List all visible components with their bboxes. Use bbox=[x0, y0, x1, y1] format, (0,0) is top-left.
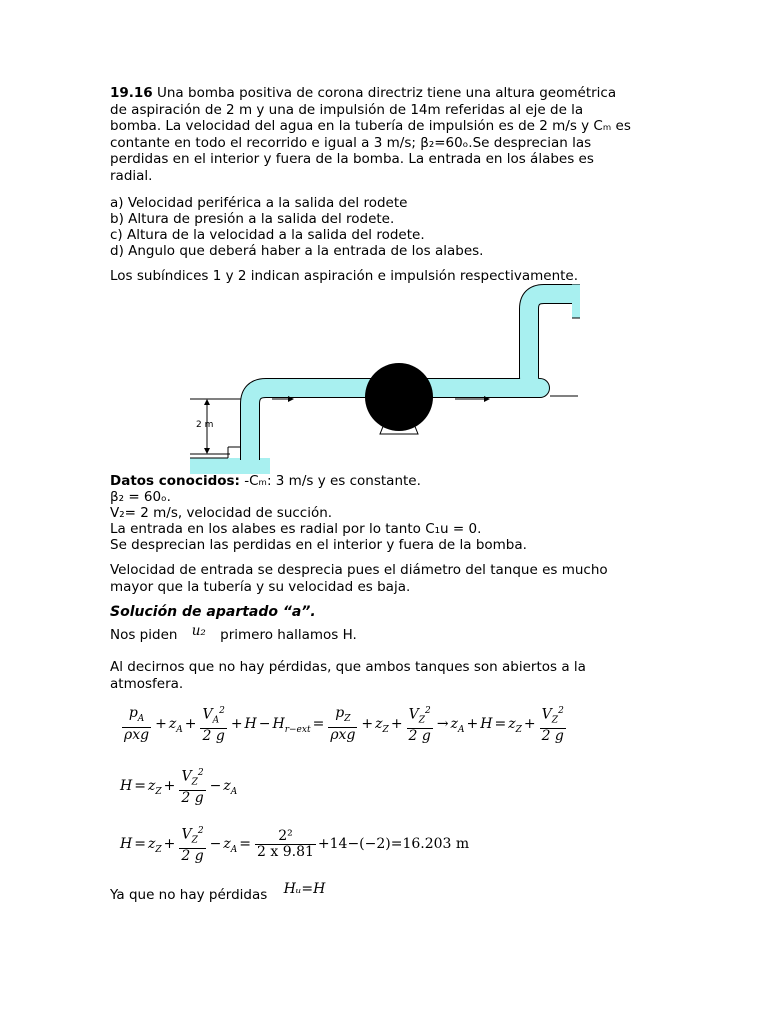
subindices-note: Los subíndices 1 y 2 indican aspiración e impulsión respectivamente. bbox=[110, 268, 579, 284]
asked-line bbox=[110, 623, 670, 644]
equation-bernoulli: $\frac{p_A}{\text{ρxg}}$ + $z_A$ + $\frac{V_A^2}{2 g}$ + $H - H_{r-ext}$ = $\frac{p_Z}{\text{ρxg}}$ + $z_Z$ + $\frac{V_Z^2}{2 g}$ → $z_A + H = z_Z$ + $\frac{V_Z^2}{2 g}$ bbox=[124, 704, 564, 745]
asked-symbol: u₂ bbox=[191, 623, 206, 639]
known-data-cm: -Cₘ: 3 m/s y es constante. bbox=[239, 473, 421, 489]
eq3-result: +14−(−2)=16.203 m bbox=[317, 836, 470, 853]
dimension-label: 2 m bbox=[196, 420, 214, 430]
problem-number: 19.16 bbox=[110, 85, 153, 101]
equation-h: $H = z_Z$ + $\frac{V_Z^2}{2 g}$ − $z_A$ bbox=[120, 768, 238, 807]
equation-h-numeric: $H = z_Z$ + $\frac{V_Z^2}{2 g}$ − $z_A$ = $\frac{\text{2²}}{2 x 9.81}$ +14−(−2)=16.203 m bbox=[120, 826, 470, 865]
dimension-arrow-up bbox=[204, 399, 210, 405]
known-data-line-1 bbox=[110, 473, 670, 489]
dimension-arrow-down bbox=[204, 448, 210, 454]
question-c: c) Altura de la velocidad a la salida del rodete. bbox=[110, 227, 425, 243]
problem-line: perdidas en el interior y fuera de la bomba. La entrada en los álabes es bbox=[110, 151, 594, 168]
velocity-note bbox=[110, 562, 670, 595]
problem-text-line1: Una bomba positiva de corona directriz tiene una altura geométrica bbox=[152, 85, 617, 101]
known-data-heading: Datos conocidos: bbox=[110, 473, 240, 489]
solution-a-heading: Solución de apartado “a”. bbox=[110, 604, 316, 620]
known-data-line: β₂ = 60ₒ. bbox=[110, 489, 171, 505]
question-a: a) Velocidad periférica a la salida del rodete bbox=[110, 195, 408, 211]
known-data bbox=[110, 473, 670, 553]
known-data-line: V₂= 2 m/s, velocidad de succión. bbox=[110, 505, 333, 521]
problem-line-1 bbox=[110, 85, 670, 102]
problem-line: contante en todo el recorrido e igual a 3 m/s; β₂=60ₒ.Se desprecian las bbox=[110, 134, 592, 151]
question-b: b) Altura de presión a la salida del rodete. bbox=[110, 211, 395, 227]
asked-suffix: primero hallamos H. bbox=[220, 627, 357, 643]
question-d: d) Angulo que deberá haber a la entrada de los alabes. bbox=[110, 243, 484, 259]
losses-note-line: atmosfera. bbox=[110, 675, 184, 692]
eq3-denominator: 2 x 9.81 bbox=[257, 843, 314, 860]
velocity-note-line: Velocidad de entrada se desprecia pues el diámetro del tanque es mucho bbox=[110, 562, 608, 578]
losses-note bbox=[110, 659, 670, 692]
velocity-note-line: mayor que la tubería y su velocidad es baja. bbox=[110, 578, 411, 595]
final-note bbox=[110, 881, 670, 904]
eq3-numerator: 2² bbox=[255, 829, 316, 845]
final-note-text: Ya que no hay pérdidas bbox=[110, 887, 268, 903]
problem-line: bomba. La velocidad del agua en la tubería de impulsión es de 2 m/s y Cₘ es bbox=[110, 118, 631, 135]
asked-prefix: Nos piden bbox=[110, 627, 178, 643]
pump-body bbox=[365, 363, 433, 431]
known-data-line: La entrada en los alabes es radial por lo tanto C₁u = 0. bbox=[110, 521, 482, 537]
known-data-line: Se desprecian las perdidas en el interior y fuera de la bomba. bbox=[110, 537, 527, 553]
final-formula: Hᵤ=H bbox=[283, 881, 326, 897]
losses-note-line: Al decirnos que no hay pérdidas, que ambos tanques son abiertos a la bbox=[110, 659, 586, 675]
pipe-tank-joint bbox=[240, 460, 262, 474]
problem-statement bbox=[110, 85, 670, 185]
problem-line: de aspiración de 2 m y una de impulsión de 14m referidas al eje de la bbox=[110, 101, 584, 118]
pump-system-diagram bbox=[180, 284, 580, 476]
problem-line: radial. bbox=[110, 167, 153, 184]
discharge-tank-water bbox=[572, 284, 580, 318]
questions-list bbox=[110, 195, 670, 259]
